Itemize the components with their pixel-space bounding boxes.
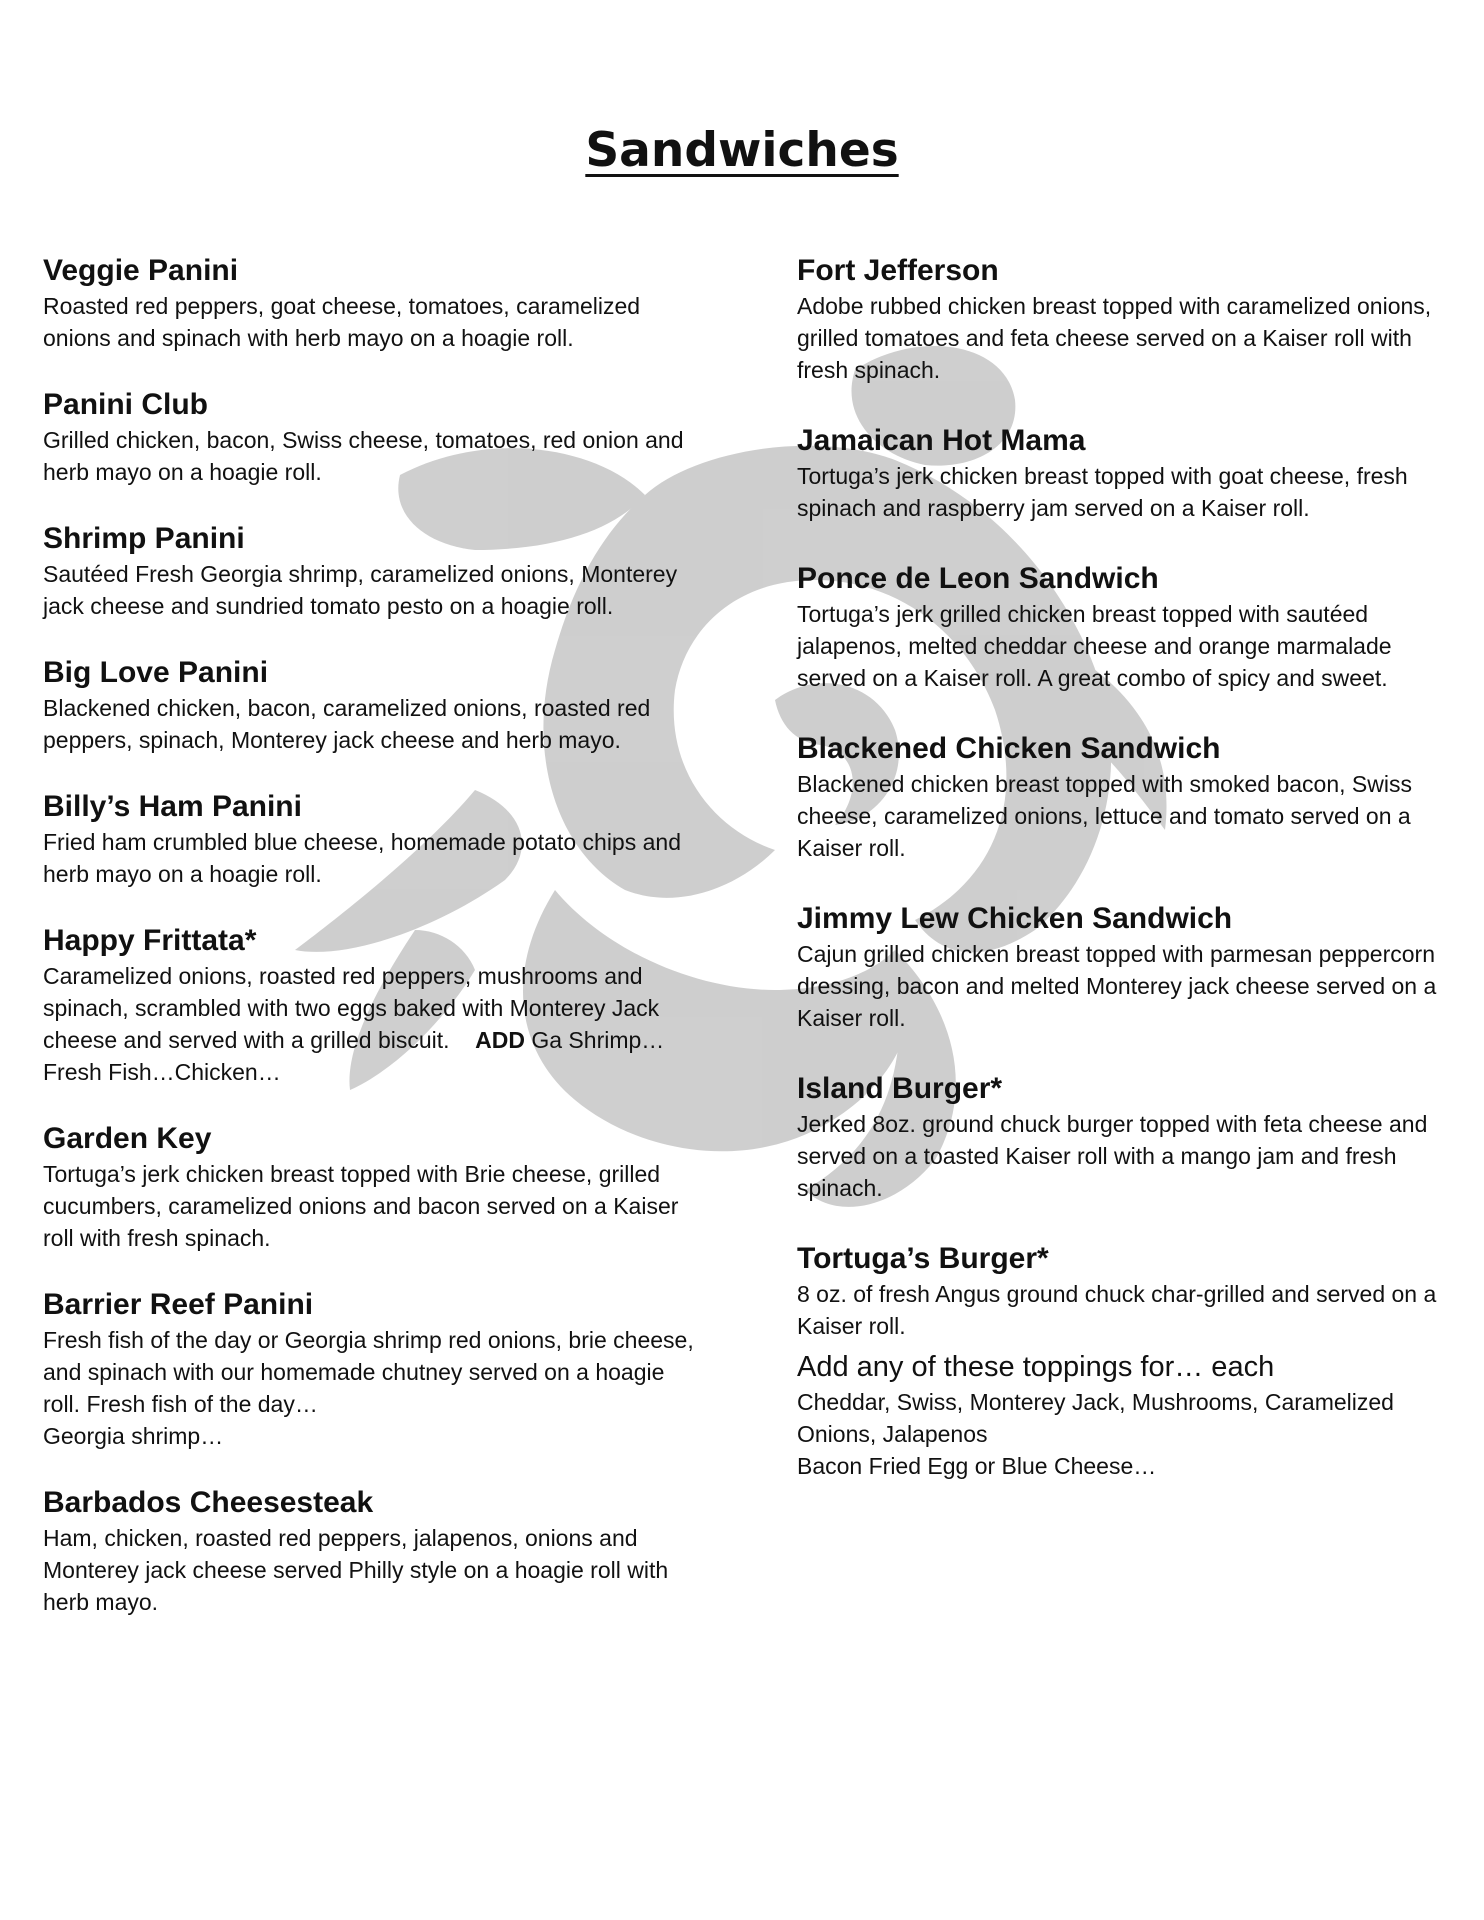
menu-column-right bbox=[797, 252, 1459, 1482]
item-name: Island Burger* bbox=[797, 1072, 1003, 1105]
item-name: Fort Jefferson bbox=[797, 254, 999, 287]
item-description-text: Caramelized onions, roasted red peppers, mushrooms and spinach, scrambled with two eggs baked with Monterey Jack cheese and served with a grilled biscuit. bbox=[43, 963, 660, 1053]
menu-item bbox=[43, 1120, 703, 1254]
menu-item bbox=[797, 252, 1459, 386]
item-description: Tortuga’s jerk chicken breast topped with Brie cheese, grilled cucumbers, caramelized onions and bacon served on a Kaiser roll with fresh spinach. bbox=[43, 1161, 679, 1251]
item-name: Big Love Panini bbox=[43, 656, 269, 689]
item-description: 8 oz. of fresh Angus ground chuck char-grilled and served on a Kaiser roll. bbox=[797, 1281, 1437, 1339]
item-description: Tortuga’s jerk grilled chicken breast topped with sautéed jalapenos, melted cheddar cheese and orange marmalade served on a Kaiser roll. A great combo of spicy and sweet. bbox=[797, 601, 1392, 691]
item-extra: Georgia shrimp… bbox=[43, 1423, 224, 1449]
toppings-list-extra: Bacon Fried Egg or Blue Cheese… bbox=[797, 1453, 1157, 1479]
item-description: Adobe rubbed chicken breast topped with caramelized onions, grilled tomatoes and feta cheese served on a Kaiser roll with fresh spinach. bbox=[797, 293, 1432, 383]
toppings-heading: Add any of these toppings for… each bbox=[797, 1351, 1275, 1383]
item-name: Barrier Reef Panini bbox=[43, 1288, 314, 1321]
toppings-list: Cheddar, Swiss, Monterey Jack, Mushrooms, Caramelized Onions, Jalapenos bbox=[797, 1389, 1394, 1447]
menu-item bbox=[43, 654, 703, 756]
item-description: Fried ham crumbled blue cheese, homemade potato chips and herb mayo on a hoagie roll. bbox=[43, 829, 681, 887]
menu-item bbox=[797, 1240, 1459, 1342]
item-name: Jimmy Lew Chicken Sandwich bbox=[797, 902, 1233, 935]
item-name: Jamaican Hot Mama bbox=[797, 424, 1086, 457]
item-description: Blackened chicken, bacon, caramelized onions, roasted red peppers, spinach, Monterey jack cheese and herb mayo. bbox=[43, 695, 651, 753]
add-label: ADD bbox=[475, 1027, 525, 1053]
menu-item bbox=[43, 252, 703, 354]
item-description: Tortuga’s jerk chicken breast topped with goat cheese, fresh spinach and raspberry jam served on a Kaiser roll. bbox=[797, 463, 1408, 521]
item-description: Fresh fish of the day or Georgia shrimp red onions, brie cheese, and spinach with our homemade chutney served on a hoagie roll. Fresh fish of the day… bbox=[43, 1327, 694, 1417]
add-options: Ga Shrimp…Fresh Fish…Chicken… bbox=[43, 1027, 665, 1085]
item-description: Ham, chicken, roasted red peppers, jalapenos, onions and Monterey jack cheese served Philly style on a hoagie roll with herb mayo. bbox=[43, 1525, 669, 1615]
item-name: Billy’s Ham Panini bbox=[43, 790, 302, 823]
menu-item bbox=[797, 1070, 1459, 1204]
menu-column-left bbox=[43, 252, 703, 1650]
item-description: Blackened chicken breast topped with smoked bacon, Swiss cheese, caramelized onions, lettuce and tomato served on a Kaiser roll. bbox=[797, 771, 1412, 861]
toppings-section bbox=[797, 1348, 1459, 1482]
item-description bbox=[43, 960, 703, 1088]
menu-item bbox=[797, 900, 1459, 1034]
menu-item bbox=[43, 922, 703, 1088]
page-title: Sandwiches bbox=[585, 123, 899, 178]
menu-item bbox=[43, 1286, 703, 1452]
item-description: Cajun grilled chicken breast topped with parmesan peppercorn dressing, bacon and melted Monterey jack cheese served on a Kaiser roll. bbox=[797, 941, 1437, 1031]
item-name: Garden Key bbox=[43, 1122, 212, 1155]
item-name: Shrimp Panini bbox=[43, 522, 245, 555]
item-name: Tortuga’s Burger* bbox=[797, 1242, 1049, 1275]
menu-item bbox=[43, 520, 703, 622]
menu-item bbox=[797, 560, 1459, 694]
item-name: Ponce de Leon Sandwich bbox=[797, 562, 1159, 595]
menu-item bbox=[43, 386, 703, 488]
menu-item bbox=[797, 730, 1459, 864]
item-name: Panini Club bbox=[43, 388, 208, 421]
item-description: Jerked 8oz. ground chuck burger topped with feta cheese and served on a toasted Kaiser roll with a mango jam and fresh spinach. bbox=[797, 1111, 1428, 1201]
menu-item bbox=[43, 788, 703, 890]
item-description: Sautéed Fresh Georgia shrimp, caramelized onions, Monterey jack cheese and sundried tomato pesto on a hoagie roll. bbox=[43, 561, 678, 619]
item-description: Roasted red peppers, goat cheese, tomatoes, caramelized onions and spinach with herb mayo on a hoagie roll. bbox=[43, 293, 641, 351]
item-name: Happy Frittata* bbox=[43, 924, 257, 957]
item-name: Veggie Panini bbox=[43, 254, 239, 287]
menu-item bbox=[43, 1484, 703, 1618]
menu-item bbox=[797, 422, 1459, 524]
item-name: Barbados Cheesesteak bbox=[43, 1486, 374, 1519]
item-description: Grilled chicken, bacon, Swiss cheese, tomatoes, red onion and herb mayo on a hoagie roll. bbox=[43, 427, 684, 485]
item-name: Blackened Chicken Sandwich bbox=[797, 732, 1221, 765]
